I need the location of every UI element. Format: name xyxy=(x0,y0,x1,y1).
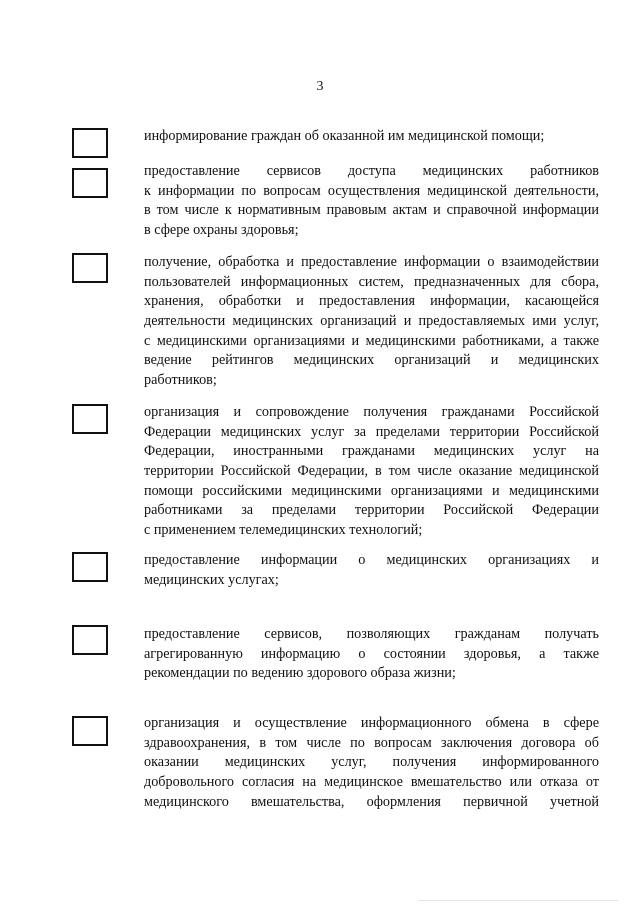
text-line: работниками за пределами территории Российской Федерации xyxy=(144,502,599,519)
text-line: в том числе к нормативным правовым актам и справочной информации xyxy=(144,202,599,219)
text-line: оказании медицинских услуг, получения информированного xyxy=(144,754,599,771)
text-line: предоставление информации о медицинских организациях и xyxy=(144,552,599,568)
text-line: рекомендации по ведению здорового образа жизни; xyxy=(144,665,456,682)
list-item xyxy=(144,551,599,590)
text-line: с медицинскими организациями и медицинскими работниками, а также xyxy=(144,332,599,349)
text-line: информирование граждан об оказанной им медицинской помощи; xyxy=(144,128,545,144)
list-item xyxy=(144,253,599,391)
checkbox-3[interactable] xyxy=(72,253,108,283)
checkbox-4[interactable] xyxy=(72,404,108,434)
page-number: 3 xyxy=(316,79,324,94)
text-line: в сфере охраны здоровья; xyxy=(144,222,299,239)
list-item xyxy=(144,403,599,541)
list-item xyxy=(144,127,599,147)
text-line: здравоохранения, в том числе по вопросам заключения договора об xyxy=(144,734,599,751)
checkbox-5[interactable] xyxy=(72,552,108,582)
text-line: получение, обработка и предоставление информации о взаимодействии xyxy=(144,254,599,270)
checkbox-1[interactable] xyxy=(72,128,108,158)
text-line: организация и сопровождение получения гражданами Российской xyxy=(144,404,599,420)
text-line: Федерации, иностранными гражданами медицинских услуг на xyxy=(144,443,599,460)
text-line: медицинского вмешательства, оформления первичной учетной xyxy=(144,793,599,810)
list-item xyxy=(144,625,599,684)
checkbox-2[interactable] xyxy=(72,168,108,198)
text-line: медицинских услугах; xyxy=(144,571,279,588)
text-line: ведение рейтингов медицинских организаций и медицинских xyxy=(144,352,599,369)
text-line: к информации по вопросам осуществления медицинской деятельности, xyxy=(144,182,599,199)
text-line: предоставление сервисов, позволяющих гражданам получать xyxy=(144,626,599,642)
text-line: Федерации медицинских услуг за пределами территории Российской xyxy=(144,423,599,440)
text-line: агрегированную информацию о состоянии здоровья, а также xyxy=(144,645,599,662)
checkbox-6[interactable] xyxy=(72,625,108,655)
text-line: работников; xyxy=(144,372,217,389)
list-item xyxy=(144,162,599,241)
text-line: хранения, обработки и предоставления информации, касающейся xyxy=(144,293,599,310)
text-line: деятельности медицинских организаций и предоставляемых ими услуг, xyxy=(144,313,599,330)
checkbox-7[interactable] xyxy=(72,716,108,746)
list-item xyxy=(144,714,599,812)
text-line: с применением телемедицинских технологий; xyxy=(144,522,423,539)
text-line: помощи российскими медицинскими организациями и медицинскими xyxy=(144,482,599,499)
text-line: предоставление сервисов доступа медицинских работников xyxy=(144,163,599,179)
text-line: территории Российской Федерации, в том числе оказание медицинской xyxy=(144,463,599,480)
bottom-scan-edge xyxy=(418,900,618,901)
text-line: организация и осуществление информационного обмена в сфере xyxy=(144,715,599,731)
text-line: добровольного согласия на медицинское вмешательство или отказа от xyxy=(144,774,599,791)
text-line: пользователей информационных систем, предназначенных для сбора, xyxy=(144,273,599,290)
